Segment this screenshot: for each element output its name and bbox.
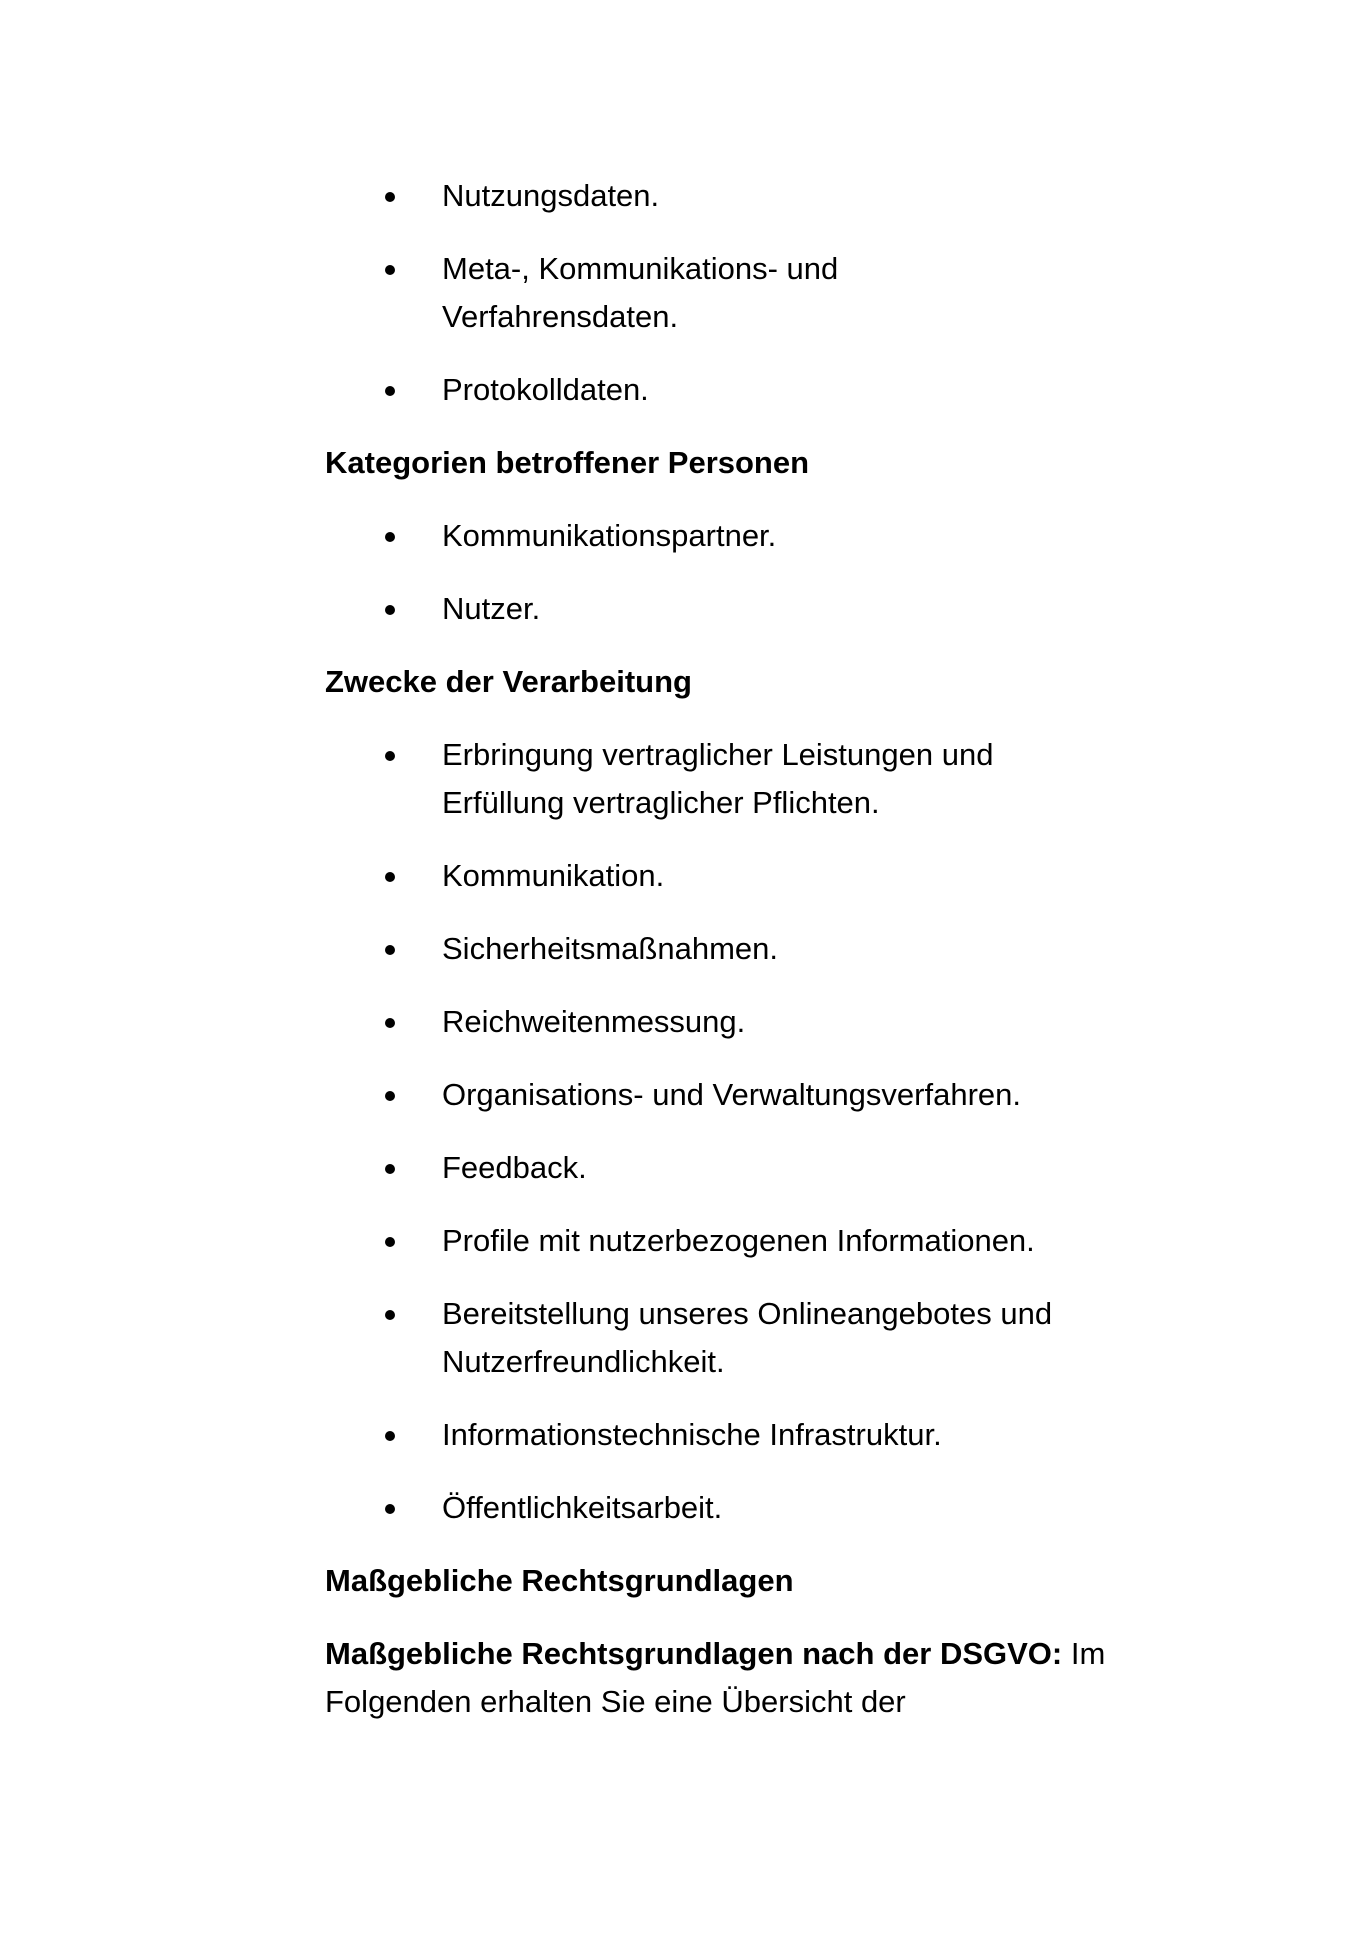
persons-list (325, 512, 1145, 633)
bullet-icon (385, 192, 395, 202)
list-item (325, 1411, 1145, 1459)
legal-paragraph-text: Im Folgenden erhalten Sie eine Übersicht der (325, 1636, 1106, 1719)
bullet-icon (385, 1237, 395, 1247)
list-item (325, 925, 1145, 973)
legal-paragraph (325, 1630, 1125, 1726)
list-item-text: Erbringung vertraglicher Leistungen und Erfüllung vertraglicher Pflichten. (442, 737, 994, 820)
list-item (325, 731, 1145, 827)
list-item-text: Öffentlichkeitsarbeit. (442, 1490, 723, 1525)
list-item (325, 172, 1145, 220)
list-item-text: Organisations- und Verwaltungsverfahren. (442, 1077, 1021, 1112)
document-content (325, 172, 1145, 1726)
list-item-text: Informationstechnische Infrastruktur. (442, 1417, 942, 1452)
list-item-text: Meta-, Kommunikations- und Verfahrensdaten. (442, 251, 839, 334)
bullet-icon (385, 1164, 395, 1174)
legal-paragraph-bold: Maßgebliche Rechtsgrundlagen nach der DSGVO: (325, 1636, 1063, 1671)
list-item-text: Reichweitenmessung. (442, 1004, 746, 1039)
bullet-icon (385, 265, 395, 275)
list-item-text: Nutzer. (442, 591, 541, 626)
list-item (325, 1217, 1145, 1265)
list-item-text: Bereitstellung unseres Onlineangebotes und Nutzerfreundlichkeit. (442, 1296, 1053, 1379)
list-item (325, 1484, 1145, 1532)
list-item (325, 852, 1145, 900)
list-item (325, 512, 1145, 560)
list-item-text: Kommunikation. (442, 858, 665, 893)
purposes-list (325, 731, 1145, 1532)
bullet-icon (385, 945, 395, 955)
list-item-text: Feedback. (442, 1150, 587, 1185)
list-item-text: Sicherheitsmaßnahmen. (442, 931, 778, 966)
section-heading-persons: Kategorien betroffener Personen (325, 445, 810, 480)
bullet-icon (385, 1504, 395, 1514)
bullet-icon (385, 1431, 395, 1441)
bullet-icon (385, 1018, 395, 1028)
bullet-icon (385, 605, 395, 615)
bullet-icon (385, 386, 395, 396)
list-item (325, 366, 1145, 414)
list-item-text: Profile mit nutzerbezogenen Informationen. (442, 1223, 1035, 1258)
list-item (325, 245, 1145, 341)
bullet-icon (385, 872, 395, 882)
list-item (325, 998, 1145, 1046)
bullet-icon (385, 1091, 395, 1101)
list-item-text: Protokolldaten. (442, 372, 649, 407)
list-item-text: Nutzungsdaten. (442, 178, 660, 213)
list-item-text: Kommunikationspartner. (442, 518, 777, 553)
data-types-list (325, 172, 1145, 414)
section-heading-purposes: Zwecke der Verarbeitung (325, 664, 692, 699)
list-item (325, 1290, 1145, 1386)
section-heading-legal: Maßgebliche Rechtsgrundlagen (325, 1563, 794, 1598)
list-item (325, 585, 1145, 633)
bullet-icon (385, 751, 395, 761)
bullet-icon (385, 532, 395, 542)
list-item (325, 1071, 1145, 1119)
bullet-icon (385, 1310, 395, 1320)
list-item (325, 1144, 1145, 1192)
